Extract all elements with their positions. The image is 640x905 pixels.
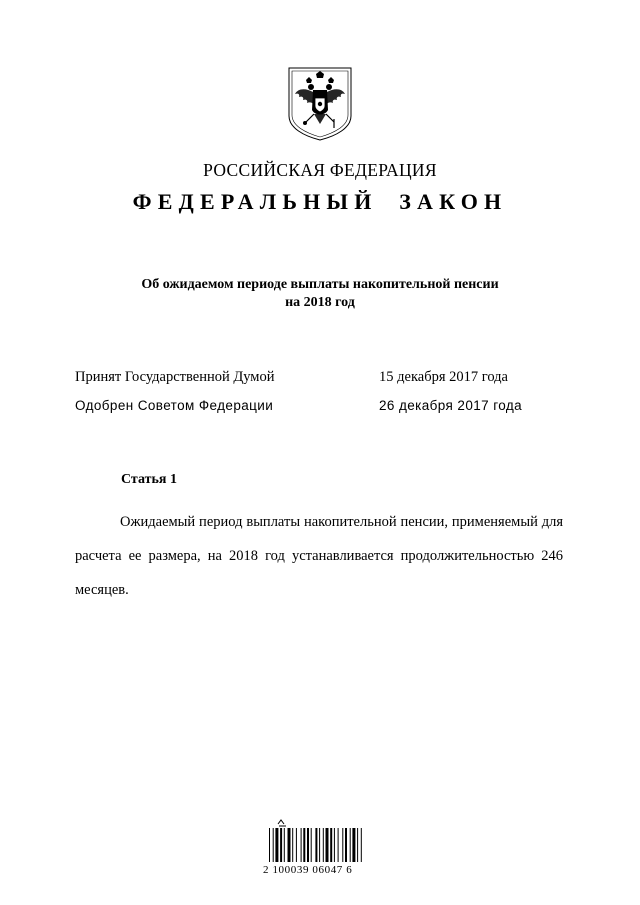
barcode-bar — [284, 828, 285, 862]
barcode-bar — [288, 828, 291, 862]
adoption-label: Принят Государственной Думой — [75, 369, 275, 385]
document-type: ФЕДЕРАЛЬНЫЙ ЗАКОН — [132, 189, 508, 214]
barcode-bar — [273, 828, 274, 862]
barcode-bar — [275, 828, 278, 862]
barcode-bar — [311, 828, 312, 862]
barcode-bar — [303, 828, 305, 862]
barcode-bar — [301, 828, 302, 862]
article-heading: Статья 1 — [121, 472, 177, 487]
article-text: Ожидаемый период выплаты накопительной пенсии, применяемый для расчета ее размера, на 2018 год устанавливается продолжительностью 246 месяцев. — [75, 514, 563, 598]
barcode-bar — [292, 828, 293, 862]
law-title — [0, 276, 640, 312]
country-name: РОССИЙСКАЯ ФЕДЕРАЦИЯ — [203, 160, 437, 180]
adoption-date: 26 декабря 2017 года — [379, 398, 523, 413]
barcode-bar — [361, 828, 362, 862]
barcode-bar — [269, 828, 270, 862]
barcode-number: 2 100039 06047 6 — [263, 864, 353, 876]
adoption-label: Одобрен Советом Федерации — [75, 398, 274, 413]
barcode-bar — [280, 828, 282, 862]
adoption-date: 15 декабря 2017 года — [379, 369, 508, 385]
barcode-bar — [357, 828, 358, 862]
law-title-line-2: на 2018 год — [285, 295, 355, 310]
barcode-bar — [330, 828, 332, 862]
barcode-bar — [352, 828, 355, 862]
barcode-bar — [350, 828, 351, 862]
barcode-bar — [296, 828, 297, 862]
barcode-bar — [315, 828, 317, 862]
barcode-bar — [334, 828, 335, 862]
barcode-bar — [323, 828, 324, 862]
barcode-bar — [338, 828, 339, 862]
law-title-line-1: Об ожидаемом периоде выплаты накопительной пенсии — [141, 277, 499, 292]
barcode-bar — [345, 828, 347, 862]
barcode-bar — [307, 828, 309, 862]
coat-of-arms-icon — [286, 66, 354, 142]
barcode-bar — [342, 828, 343, 862]
barcode-bar — [326, 828, 329, 862]
barcode-bar — [319, 828, 320, 862]
